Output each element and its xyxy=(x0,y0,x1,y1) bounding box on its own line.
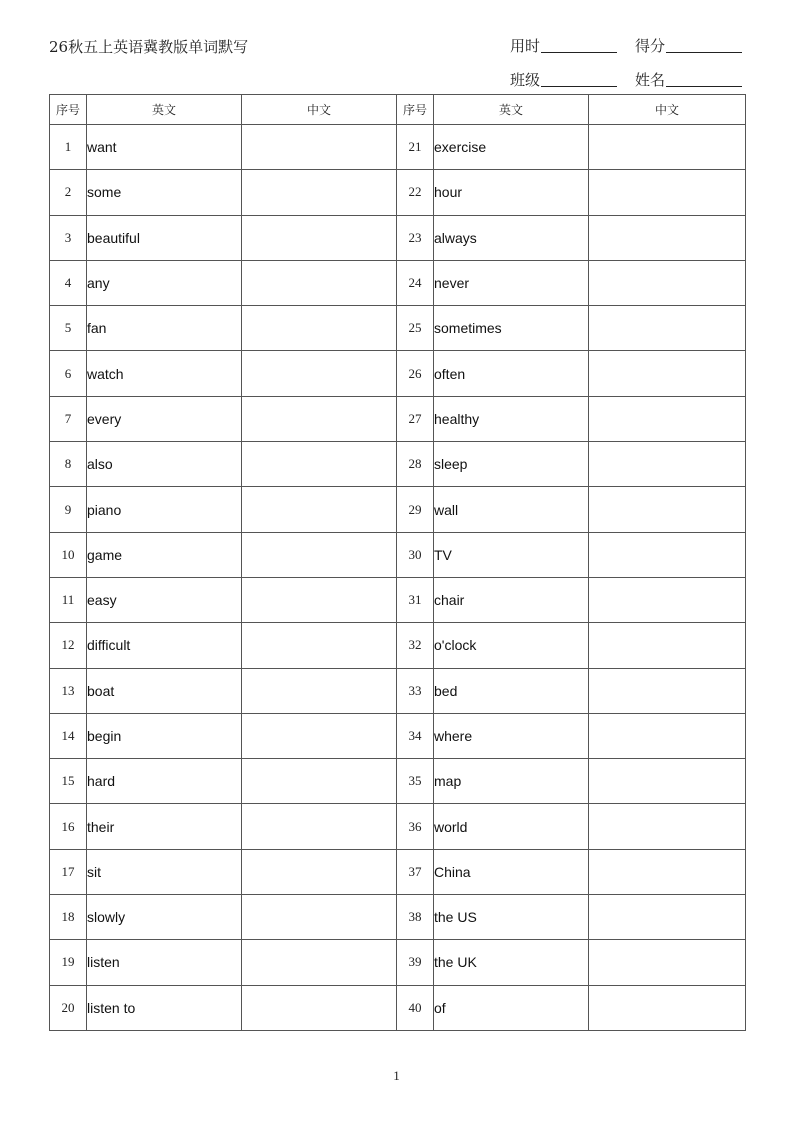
table-header-row xyxy=(50,95,746,125)
chinese-answer-cell[interactable] xyxy=(242,804,397,849)
word-number: 16 xyxy=(50,804,87,849)
word-number: 40 xyxy=(397,985,434,1030)
table-row xyxy=(50,487,746,532)
col-header-english: 英文 xyxy=(87,95,242,125)
score-label: 得分 xyxy=(635,37,666,55)
word-number: 33 xyxy=(397,668,434,713)
student-info xyxy=(510,22,750,90)
english-word: sit xyxy=(87,849,242,894)
word-number: 14 xyxy=(50,713,87,758)
word-number: 2 xyxy=(50,170,87,215)
chinese-answer-cell[interactable] xyxy=(242,849,397,894)
word-number: 7 xyxy=(50,396,87,441)
word-number: 12 xyxy=(50,623,87,668)
english-word: hard xyxy=(87,759,242,804)
english-word: begin xyxy=(87,713,242,758)
chinese-answer-cell[interactable] xyxy=(242,442,397,487)
chinese-answer-cell[interactable] xyxy=(589,260,746,305)
chinese-answer-cell[interactable] xyxy=(242,306,397,351)
word-number: 5 xyxy=(50,306,87,351)
english-word: game xyxy=(87,532,242,577)
chinese-answer-cell[interactable] xyxy=(589,532,746,577)
english-word: beautiful xyxy=(87,215,242,260)
english-word: want xyxy=(87,125,242,170)
english-word: map xyxy=(434,759,589,804)
chinese-answer-cell[interactable] xyxy=(242,260,397,305)
chinese-answer-cell[interactable] xyxy=(589,985,746,1030)
chinese-answer-cell[interactable] xyxy=(242,532,397,577)
info-row-1 xyxy=(510,22,750,56)
word-number: 1 xyxy=(50,125,87,170)
name-blank[interactable] xyxy=(666,85,742,87)
word-number: 32 xyxy=(397,623,434,668)
word-number: 17 xyxy=(50,849,87,894)
word-number: 9 xyxy=(50,487,87,532)
chinese-answer-cell[interactable] xyxy=(242,713,397,758)
table-row xyxy=(50,396,746,441)
english-word: never xyxy=(434,260,589,305)
english-word: world xyxy=(434,804,589,849)
word-number: 19 xyxy=(50,940,87,985)
word-number: 3 xyxy=(50,215,87,260)
table-row xyxy=(50,125,746,170)
chinese-answer-cell[interactable] xyxy=(242,985,397,1030)
chinese-answer-cell[interactable] xyxy=(242,668,397,713)
word-number: 36 xyxy=(397,804,434,849)
table-row xyxy=(50,985,746,1030)
table-row xyxy=(50,170,746,215)
english-word: listen xyxy=(87,940,242,985)
word-number: 23 xyxy=(397,215,434,260)
chinese-answer-cell[interactable] xyxy=(242,396,397,441)
word-number: 13 xyxy=(50,668,87,713)
chinese-answer-cell[interactable] xyxy=(242,215,397,260)
name-field[interactable] xyxy=(635,69,742,90)
class-label: 班级 xyxy=(510,71,541,89)
english-word: the US xyxy=(434,895,589,940)
chinese-answer-cell[interactable] xyxy=(242,170,397,215)
word-number: 34 xyxy=(397,713,434,758)
col-header-number: 序号 xyxy=(50,95,87,125)
english-word: watch xyxy=(87,351,242,396)
worksheet-title: 26秋五上英语冀教版单词默写 xyxy=(49,38,249,56)
table-row xyxy=(50,668,746,713)
english-word: sometimes xyxy=(434,306,589,351)
table-row xyxy=(50,577,746,622)
chinese-answer-cell[interactable] xyxy=(589,895,746,940)
chinese-answer-cell[interactable] xyxy=(589,577,746,622)
chinese-answer-cell[interactable] xyxy=(242,125,397,170)
english-word: slowly xyxy=(87,895,242,940)
word-number: 6 xyxy=(50,351,87,396)
table-row xyxy=(50,895,746,940)
dictation-table xyxy=(49,94,746,1031)
chinese-answer-cell[interactable] xyxy=(589,125,746,170)
table-row xyxy=(50,759,746,804)
table-row xyxy=(50,215,746,260)
word-number: 25 xyxy=(397,306,434,351)
chinese-answer-cell[interactable] xyxy=(589,396,746,441)
word-number: 31 xyxy=(397,577,434,622)
english-word: always xyxy=(434,215,589,260)
table-row xyxy=(50,804,746,849)
word-number: 35 xyxy=(397,759,434,804)
chinese-answer-cell[interactable] xyxy=(589,668,746,713)
info-row-2 xyxy=(510,56,750,90)
chinese-answer-cell[interactable] xyxy=(242,623,397,668)
english-word: of xyxy=(434,985,589,1030)
word-number: 24 xyxy=(397,260,434,305)
chinese-answer-cell[interactable] xyxy=(589,940,746,985)
score-blank[interactable] xyxy=(666,51,742,53)
table-row xyxy=(50,940,746,985)
table-row xyxy=(50,442,746,487)
english-word: every xyxy=(87,396,242,441)
time-used-label: 用时 xyxy=(510,37,541,55)
chinese-answer-cell[interactable] xyxy=(589,849,746,894)
time-used-blank[interactable] xyxy=(541,51,617,53)
english-word: the UK xyxy=(434,940,589,985)
chinese-answer-cell[interactable] xyxy=(589,804,746,849)
english-word: boat xyxy=(87,668,242,713)
word-number: 20 xyxy=(50,985,87,1030)
english-word: fan xyxy=(87,306,242,351)
chinese-answer-cell[interactable] xyxy=(589,623,746,668)
class-field[interactable] xyxy=(510,69,617,90)
english-word: piano xyxy=(87,487,242,532)
english-word: some xyxy=(87,170,242,215)
english-word: sleep xyxy=(434,442,589,487)
english-word: easy xyxy=(87,577,242,622)
chinese-answer-cell[interactable] xyxy=(589,351,746,396)
time-used-field[interactable] xyxy=(510,35,617,56)
chinese-answer-cell[interactable] xyxy=(242,487,397,532)
chinese-answer-cell[interactable] xyxy=(242,577,397,622)
chinese-answer-cell[interactable] xyxy=(242,759,397,804)
word-number: 8 xyxy=(50,442,87,487)
chinese-answer-cell[interactable] xyxy=(589,442,746,487)
table-row xyxy=(50,623,746,668)
word-number: 29 xyxy=(397,487,434,532)
word-number: 22 xyxy=(397,170,434,215)
chinese-answer-cell[interactable] xyxy=(242,351,397,396)
chinese-answer-cell[interactable] xyxy=(589,713,746,758)
english-word: also xyxy=(87,442,242,487)
name-label: 姓名 xyxy=(635,71,666,89)
english-word: healthy xyxy=(434,396,589,441)
english-word: listen to xyxy=(87,985,242,1030)
col-header-chinese: 中文 xyxy=(589,95,746,125)
chinese-answer-cell[interactable] xyxy=(589,215,746,260)
english-word: where xyxy=(434,713,589,758)
table-row xyxy=(50,260,746,305)
word-number: 39 xyxy=(397,940,434,985)
table-body xyxy=(50,125,746,1031)
word-number: 18 xyxy=(50,895,87,940)
english-word: chair xyxy=(434,577,589,622)
table-row xyxy=(50,713,746,758)
english-word: bed xyxy=(434,668,589,713)
english-word: their xyxy=(87,804,242,849)
class-blank[interactable] xyxy=(541,85,617,87)
col-header-chinese: 中文 xyxy=(242,95,397,125)
chinese-answer-cell[interactable] xyxy=(589,759,746,804)
english-word: exercise xyxy=(434,125,589,170)
english-word: hour xyxy=(434,170,589,215)
chinese-answer-cell[interactable] xyxy=(242,940,397,985)
chinese-answer-cell[interactable] xyxy=(589,487,746,532)
word-number: 10 xyxy=(50,532,87,577)
score-field[interactable] xyxy=(635,35,742,56)
col-header-number: 序号 xyxy=(397,95,434,125)
word-number: 26 xyxy=(397,351,434,396)
english-word: o'clock xyxy=(434,623,589,668)
english-word: difficult xyxy=(87,623,242,668)
col-header-english: 英文 xyxy=(434,95,589,125)
word-number: 11 xyxy=(50,577,87,622)
word-number: 38 xyxy=(397,895,434,940)
word-number: 4 xyxy=(50,260,87,305)
word-number: 30 xyxy=(397,532,434,577)
english-word: TV xyxy=(434,532,589,577)
chinese-answer-cell[interactable] xyxy=(589,306,746,351)
english-word: wall xyxy=(434,487,589,532)
word-number: 28 xyxy=(397,442,434,487)
english-word: any xyxy=(87,260,242,305)
english-word: often xyxy=(434,351,589,396)
word-number: 15 xyxy=(50,759,87,804)
word-number: 21 xyxy=(397,125,434,170)
table-row xyxy=(50,306,746,351)
word-number: 37 xyxy=(397,849,434,894)
table-row xyxy=(50,351,746,396)
chinese-answer-cell[interactable] xyxy=(589,170,746,215)
word-number: 27 xyxy=(397,396,434,441)
page-number: 1 xyxy=(393,1068,400,1083)
chinese-answer-cell[interactable] xyxy=(242,895,397,940)
english-word: China xyxy=(434,849,589,894)
table-row xyxy=(50,849,746,894)
table-row xyxy=(50,532,746,577)
